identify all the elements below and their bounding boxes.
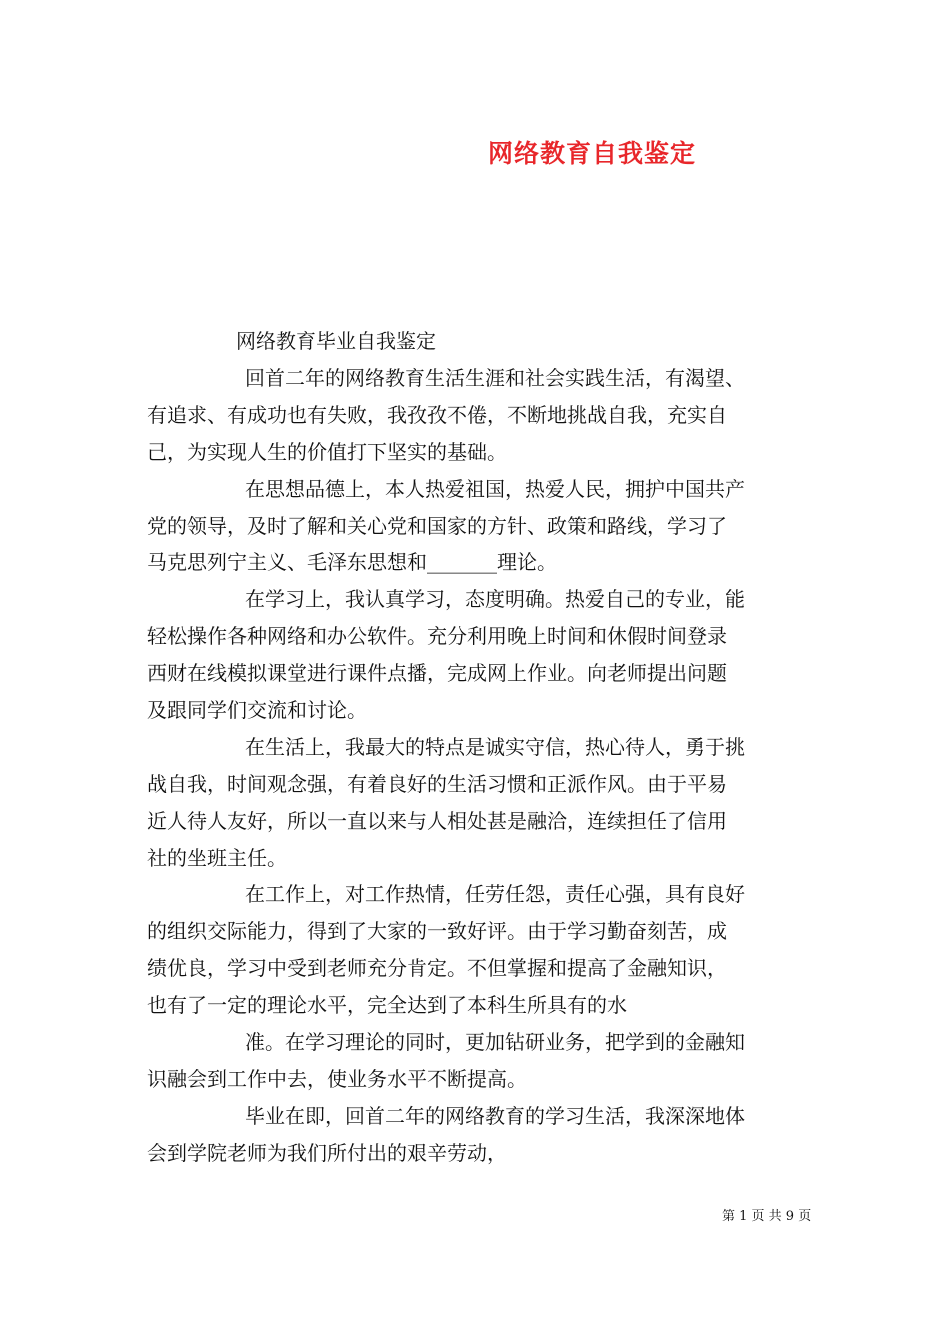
body-line: 社的坐班主任。	[147, 846, 287, 870]
document-title: 网络教育自我鉴定	[488, 139, 697, 168]
body-line: 有追求、有成功也有失败，我孜孜不倦，不断地挑战自我，充实自	[147, 403, 727, 427]
body-line: 在生活上，我最大的特点是诚实守信，热心待人，勇于挑	[245, 735, 745, 759]
body-line: 己，为实现人生的价值打下坚实的基础。	[147, 440, 507, 464]
body-line: 也有了一定的理论水平，完全达到了本科生所具有的水	[147, 993, 627, 1017]
body-line: 近人待人友好，所以一直以来与人相处甚是融洽，连续担任了信用	[147, 809, 727, 833]
body-line: 准。在学习理论的同时，更加钻研业务，把学到的金融知	[245, 1030, 745, 1054]
document-subheading: 网络教育毕业自我鉴定	[236, 329, 436, 353]
body-line: 在思想品德上，本人热爱祖国，热爱人民，拥护中国共产	[245, 477, 745, 501]
body-line: 轻松操作各种网络和办公软件。充分利用晚上时间和休假时间登录	[147, 624, 727, 648]
body-line: 毕业在即，回首二年的网络教育的学习生活，我深深地体	[245, 1104, 745, 1128]
body-line: 识融会到工作中去，使业务水平不断提高。	[147, 1067, 527, 1091]
body-line: 在学习上，我认真学习，态度明确。热爱自己的专业，能	[245, 587, 745, 611]
body-line: 党的领导，及时了解和关心党和国家的方针、政策和路线，学习了	[147, 514, 727, 538]
body-line: 绩优良，学习中受到老师充分肯定。不但掌握和提高了金融知识，	[147, 956, 727, 980]
body-line: 会到学院老师为我们所付出的艰辛劳动，	[147, 1141, 507, 1165]
body-line: 回首二年的网络教育生活生涯和社会实践生活，有渴望、	[245, 366, 745, 390]
body-line: 西财在线模拟课堂进行课件点播，完成网上作业。向老师提出问题	[147, 661, 727, 685]
body-line: 及跟同学们交流和讨论。	[147, 698, 367, 722]
body-line: 马克思列宁主义、毛泽东思想和_______理论。	[147, 550, 557, 574]
body-line: 在工作上，对工作热情，任劳任怨，责任心强，具有良好	[245, 882, 745, 906]
body-line: 战自我，时间观念强，有着良好的生活习惯和正派作风。由于平易	[147, 772, 727, 796]
page-number: 第 1 页 共 9 页	[722, 1209, 812, 1224]
body-line: 的组织交际能力，得到了大家的一致好评。由于学习勤奋刻苦，成	[147, 919, 727, 943]
